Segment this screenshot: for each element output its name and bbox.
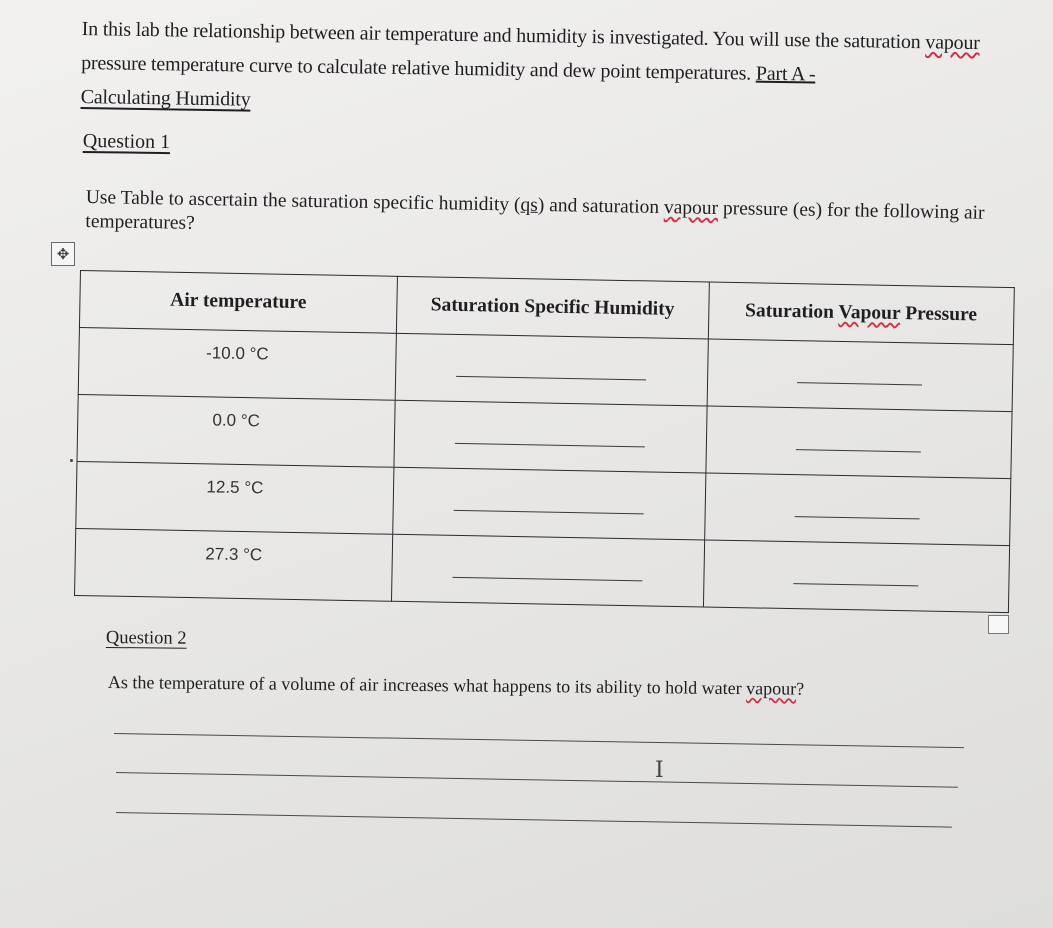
question2-text-after: ?	[796, 678, 805, 699]
question2-title: Question 2	[105, 628, 187, 649]
specific-humidity-cell[interactable]	[393, 467, 706, 540]
es-symbol: es	[799, 199, 816, 221]
header-air-temperature[interactable]: Air temperature	[79, 271, 397, 334]
question1-title: Question 1	[82, 130, 171, 154]
question1-text[interactable]	[85, 186, 1006, 250]
qs-symbol	[520, 195, 538, 216]
part-a-label: Part A -	[755, 62, 816, 86]
temperature-cell[interactable]	[78, 327, 396, 400]
intro-text-part2: pressure temperature curve to calculate relative humidity and dew point temperatures.	[81, 51, 757, 85]
move-icon: ✥	[56, 245, 70, 263]
specific-humidity-cell[interactable]	[391, 534, 704, 607]
question1-text-before: Use Table to ascertain the saturation specific humidity (	[85, 186, 521, 216]
question1-text-mid: ) and saturation	[537, 194, 665, 219]
temperature-value: -10.0 °C	[205, 343, 269, 364]
spelling-flagged-word[interactable]: vapour	[925, 31, 980, 55]
question1-text-mid2: pressure (	[717, 198, 800, 221]
vapour-pressure-cell[interactable]	[704, 473, 1011, 546]
vapour-pressure-cell[interactable]	[703, 540, 1010, 613]
table-move-handle[interactable]	[51, 242, 75, 266]
humidity-table	[74, 270, 1015, 613]
header-vp-prefix: Saturation	[744, 300, 839, 323]
answer-blank	[454, 509, 644, 514]
specific-humidity-cell[interactable]	[395, 333, 708, 406]
spelling-flagged-word[interactable]: vapour	[746, 678, 797, 699]
stray-mark	[70, 459, 73, 462]
answer-blank	[794, 582, 919, 586]
answer-blank	[795, 515, 920, 519]
humidity-table-wrapper	[74, 270, 1020, 613]
question1-text-after: ) for the following air temperatures?	[85, 199, 985, 234]
temperature-cell[interactable]	[76, 461, 394, 534]
question2-text[interactable]	[108, 672, 1008, 702]
qs-symbol-text: qs	[520, 194, 538, 216]
temperature-cell[interactable]	[75, 528, 393, 601]
temperature-value: 27.3 °C	[205, 544, 263, 565]
section-heading: Calculating Humidity	[80, 85, 251, 111]
i-beam-cursor-icon: I	[655, 758, 664, 783]
temperature-cell[interactable]	[77, 394, 395, 467]
answer-line[interactable]	[114, 733, 964, 748]
intro-paragraph[interactable]	[80, 12, 1041, 129]
temperature-value: 0.0 °C	[212, 410, 261, 431]
header-saturation-vapour-pressure[interactable]	[708, 282, 1014, 345]
answer-blank	[456, 375, 646, 380]
spelling-flagged-word[interactable]: Vapour	[838, 301, 901, 325]
vapour-pressure-cell[interactable]	[705, 406, 1012, 479]
specific-humidity-cell[interactable]	[394, 400, 707, 473]
answer-line[interactable]	[116, 812, 952, 828]
temperature-value: 12.5 °C	[206, 477, 264, 498]
header-vp-suffix: Pressure	[900, 303, 978, 326]
intro-text-part1: In this lab the relationship between air temperature and humidity is investigated. You will use the saturation	[81, 17, 926, 54]
answer-blank	[455, 442, 645, 447]
header-saturation-specific-humidity[interactable]: Saturation Specific Humidity	[396, 276, 709, 339]
spelling-flagged-word[interactable]: vapour	[663, 197, 719, 220]
answer-blank	[796, 448, 921, 452]
answer-line[interactable]	[116, 772, 958, 788]
answer-blank	[797, 381, 922, 385]
vapour-pressure-cell[interactable]	[707, 339, 1014, 412]
question2-text-before: As the temperature of a volume of air increases what happens to its ability to hold water	[107, 672, 747, 699]
table-resize-handle[interactable]	[988, 615, 1009, 634]
answer-blank	[453, 576, 643, 581]
